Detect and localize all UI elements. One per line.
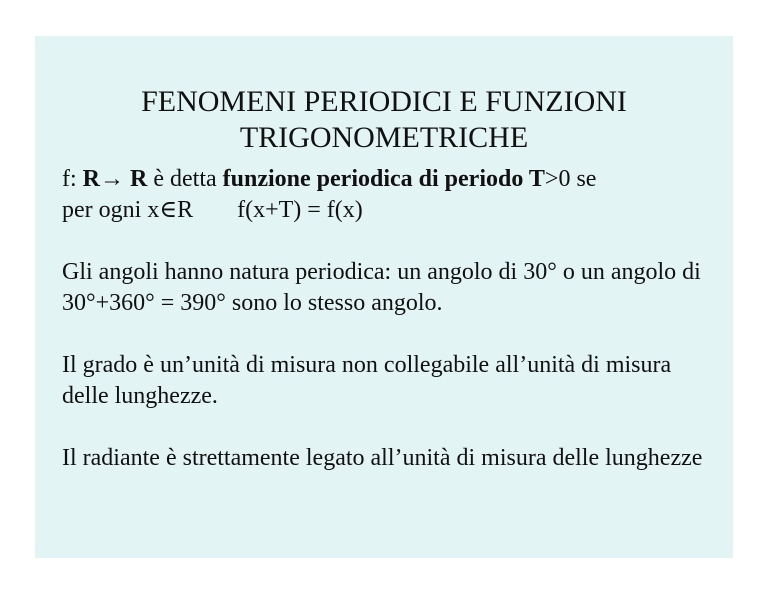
element-of-symbol: ∈ bbox=[159, 197, 178, 223]
definition-codomain: R bbox=[124, 166, 148, 192]
title-line-2: TRIGONOMETRICHE bbox=[239, 121, 529, 154]
paragraph-degree: Il grado è un’unità di misura non collegabile all’unità di misura delle lunghezze. bbox=[62, 352, 672, 409]
slide bbox=[35, 36, 733, 558]
definition-condition: >0 se bbox=[544, 166, 597, 192]
definition-detta: è detta bbox=[147, 166, 223, 192]
paragraph-radian: Il radiante è strettamente legato all’unità di misura delle lunghezze bbox=[62, 445, 703, 471]
title-line-1: FENOMENI PERIODICI E FUNZIONI bbox=[141, 85, 627, 118]
definition-prefix: f: bbox=[62, 166, 83, 192]
periodic-function-definition bbox=[62, 164, 712, 226]
definition-for-every: per ogni x bbox=[62, 197, 160, 223]
definition-line-2 bbox=[62, 195, 712, 226]
definition-term: funzione periodica di periodo T bbox=[222, 166, 545, 192]
periodicity-formula: f(x+T) = f(x) bbox=[237, 197, 363, 223]
paragraph-angles-periodic: Gli angoli hanno natura periodica: un angolo di 30° o un angolo di 30°+360° = 390° sono lo stesso angolo. bbox=[62, 259, 701, 316]
definition-set: R bbox=[177, 197, 194, 223]
definition-domain: R bbox=[82, 166, 101, 192]
slide-title bbox=[35, 84, 733, 156]
definition-line-1 bbox=[62, 164, 712, 195]
arrow-icon: → bbox=[100, 166, 125, 192]
slide-body bbox=[62, 164, 712, 505]
